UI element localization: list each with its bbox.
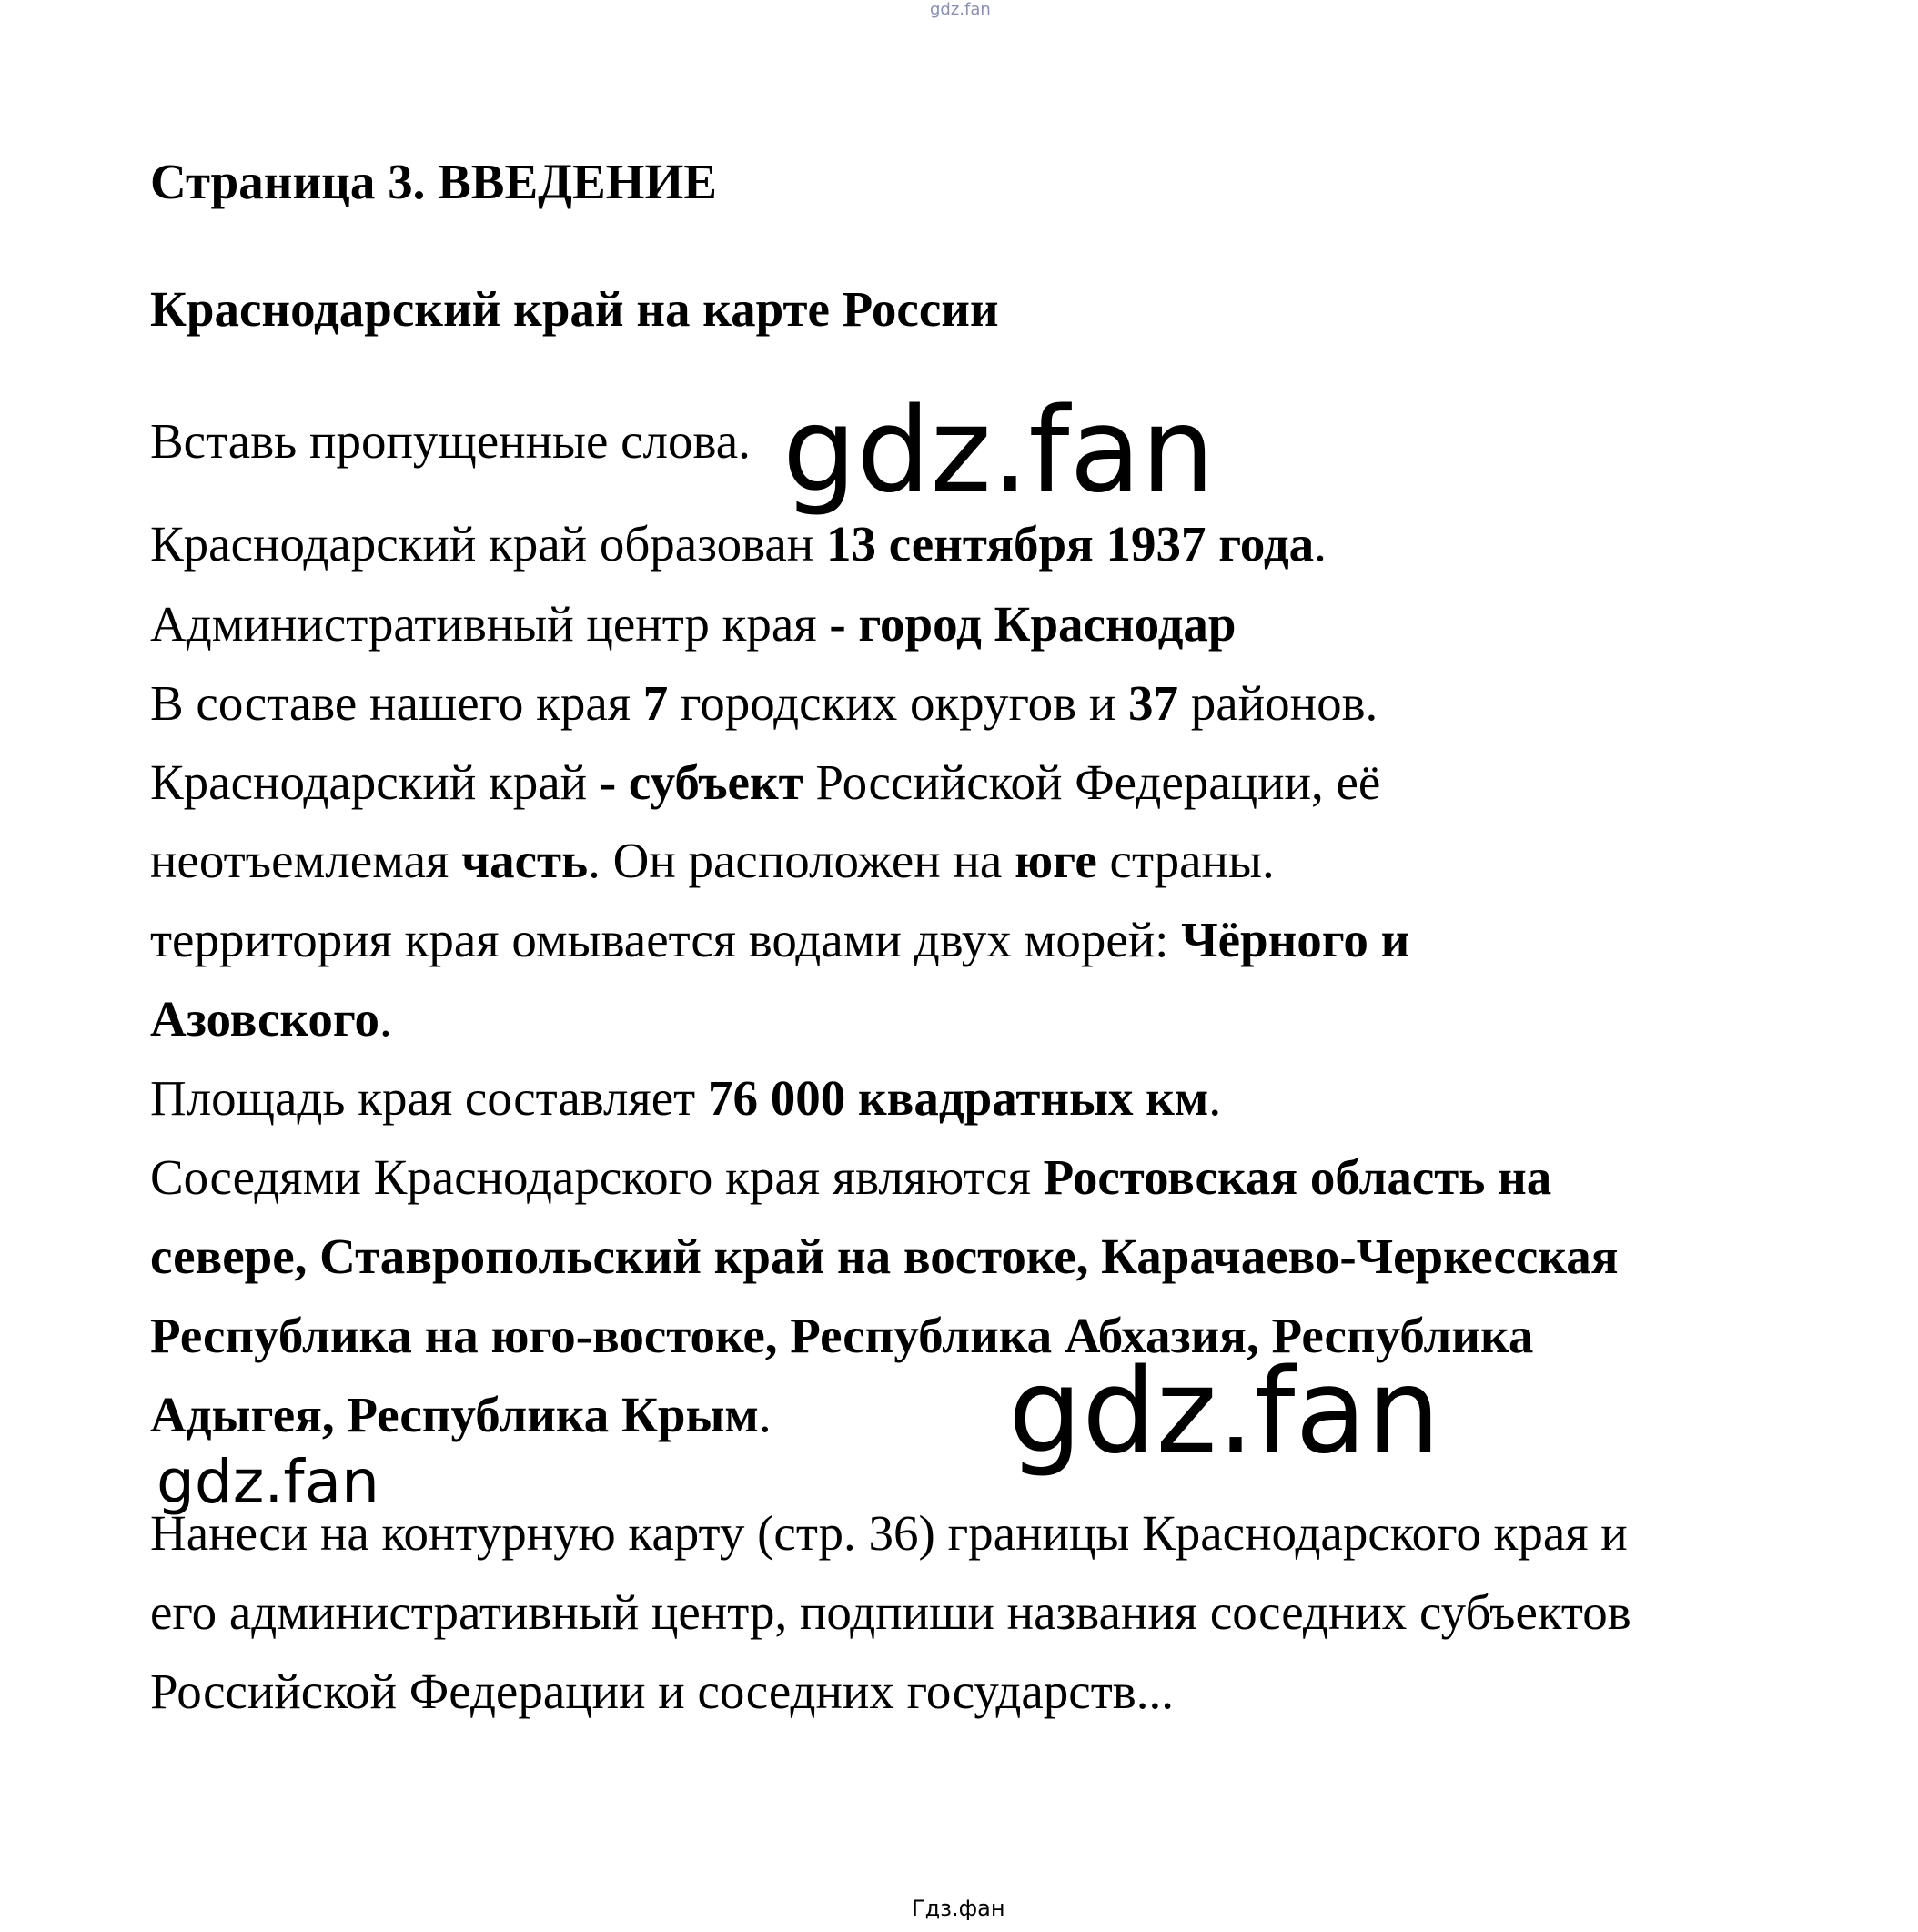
text-line-6: территория края омывается водами двух морей: Чёрного и bbox=[150, 912, 1410, 967]
instruction-text: Вставь пропущенные слова. bbox=[150, 413, 751, 469]
text-line-14: его административный центр, подпиши названия соседних субъектов bbox=[150, 1584, 1631, 1640]
section-title: Краснодарский край на карте России bbox=[150, 281, 999, 337]
text-line-4: Краснодарский край - субъект Российской Федерации, её bbox=[150, 754, 1381, 810]
text-line-15: Российской Федерации и соседних государств... bbox=[150, 1664, 1174, 1719]
text-line-2: Административный центр края - город Краснодар bbox=[150, 596, 1237, 652]
text-line-11: Республика на юго-востоке, Республика Абхазия, Республика bbox=[150, 1308, 1534, 1363]
text-line-1: Краснодарский край образован 13 сентября 1937 года. bbox=[150, 516, 1327, 572]
text-line-12: Адыгея, Республика Крым. bbox=[150, 1387, 772, 1442]
watermark-top: gdz.fan bbox=[930, 0, 991, 19]
text-line-8: Площадь края составляет 76 000 квадратных км. bbox=[150, 1070, 1222, 1126]
text-line-7: Азовского. bbox=[150, 991, 392, 1047]
watermark: gdz.fan bbox=[156, 1447, 379, 1517]
text-line-10: севере, Ставропольский край на востоке, Карачаево-Черкесская bbox=[150, 1229, 1619, 1284]
watermark: gdz.fan bbox=[1008, 1344, 1440, 1480]
page-footer: Гдз.фан bbox=[912, 1896, 1005, 1921]
page-title: Страница 3. ВВЕДЕНИЕ bbox=[150, 154, 717, 209]
text-line-13: Нанеси на контурную карту (стр. 36) границы Краснодарского края и bbox=[150, 1505, 1628, 1561]
text-line-3: В составе нашего края 7 городских округов и 37 районов. bbox=[150, 675, 1378, 731]
watermark: gdz.fan bbox=[782, 383, 1215, 519]
text-line-9: Соседями Краснодарского края являются Ростовская область на bbox=[150, 1149, 1552, 1205]
text-line-5: неотъемлемая часть. Он расположен на юге страны. bbox=[150, 833, 1275, 888]
